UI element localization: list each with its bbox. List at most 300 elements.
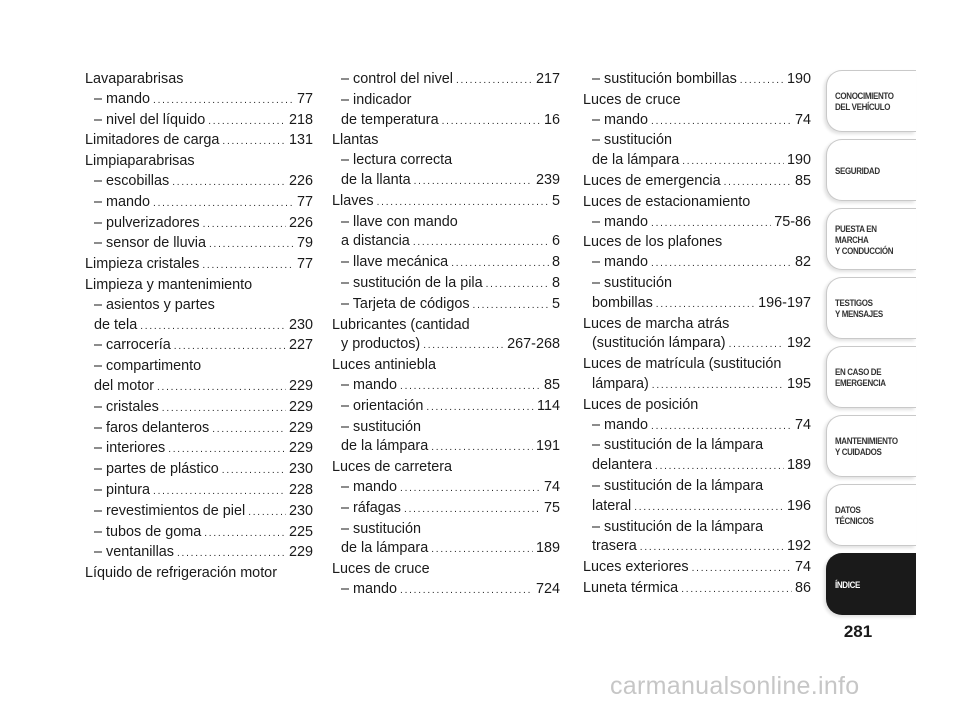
entry-text: Luces antiniebla — [332, 357, 437, 374]
dot-leader — [153, 481, 286, 502]
index-entry-line — [583, 233, 811, 253]
index-entry — [583, 213, 811, 234]
index-entry-line — [332, 316, 560, 336]
index-entry — [85, 439, 313, 460]
entry-text: – sustitución de la pila — [341, 274, 483, 291]
entry-text: – nivel del líquido — [94, 111, 206, 128]
index-entry-line — [94, 214, 313, 235]
entry-text: de temperatura — [341, 111, 439, 128]
index-entry-line — [341, 70, 560, 91]
index-entry-line — [332, 335, 560, 356]
entry-text: – mando — [341, 376, 398, 393]
section-tab-label: PUESTA EN MARCHA Y CONDUCCIÓN — [835, 222, 894, 256]
index-entry-line — [94, 439, 313, 460]
watermark: carmanualsonline.info — [610, 672, 860, 700]
index-entry-line — [592, 70, 811, 91]
entry-text: – mando — [341, 478, 398, 495]
index-entry — [583, 91, 811, 111]
entry-text: Limpieza cristales — [85, 256, 200, 273]
dot-leader — [414, 171, 533, 192]
index-entry-line — [341, 418, 560, 438]
index-entry-line — [341, 295, 560, 316]
index-entry-line — [592, 213, 811, 234]
entry-text: del motor — [94, 377, 154, 394]
index-entry-line — [94, 460, 313, 481]
index-entry — [332, 376, 560, 397]
entry-text: – sustitución bombillas — [592, 71, 737, 87]
index-entry-line — [94, 172, 313, 193]
dot-leader — [651, 111, 792, 132]
index-entry-line — [94, 234, 313, 255]
index-entry-line — [332, 458, 560, 478]
entry-page: 267-268 — [507, 336, 560, 353]
entry-page: 195 — [786, 375, 811, 392]
dot-leader — [208, 111, 286, 132]
index-entry-line — [94, 193, 313, 214]
index-entry — [583, 253, 811, 274]
entry-page: 85 — [543, 376, 560, 393]
index-entry — [85, 172, 313, 193]
index-entry — [332, 458, 560, 478]
index-entry-line — [592, 294, 811, 315]
section-tab-label: MANTENIMIENTO Y CUIDADOS — [835, 435, 898, 457]
dot-leader — [209, 234, 294, 255]
section-tab[interactable] — [826, 70, 916, 132]
entry-page: 8 — [551, 274, 560, 291]
dot-leader — [174, 336, 286, 357]
entry-text: Llaves — [332, 192, 374, 209]
index-entry-line — [583, 91, 811, 111]
dot-leader — [431, 437, 533, 458]
entry-page: 75-86 — [774, 213, 811, 230]
entry-page: 77 — [296, 193, 313, 210]
dot-leader — [153, 193, 294, 214]
entry-page: 192 — [786, 538, 811, 555]
entry-text: Luces de carretera — [332, 459, 452, 476]
index-entry — [85, 90, 313, 111]
section-tab-label: SEGURIDAD — [835, 164, 880, 176]
index-column-1 — [85, 70, 313, 584]
section-tab[interactable] — [826, 139, 916, 201]
entry-text: – mando — [94, 90, 151, 107]
index-entry-line — [94, 296, 313, 316]
entry-page: 74 — [543, 478, 560, 495]
index-entry — [85, 70, 313, 90]
entry-text: – sustitución — [592, 132, 672, 149]
dot-leader — [177, 543, 286, 564]
index-entry — [332, 131, 560, 151]
index-entry — [583, 518, 811, 559]
entry-text: Luces de cruce — [583, 91, 681, 108]
index-entry-line — [85, 564, 313, 584]
index-entry — [85, 111, 313, 132]
entry-text: – cristales — [94, 398, 159, 415]
entry-page: 75 — [543, 499, 560, 516]
entry-page: 196-197 — [758, 294, 811, 311]
entry-page: 79 — [296, 235, 313, 252]
entry-page: 225 — [288, 523, 313, 540]
entry-page: 74 — [794, 559, 811, 576]
dot-leader — [140, 316, 286, 337]
entry-page: 228 — [288, 481, 313, 498]
dot-leader — [413, 232, 549, 253]
dot-leader — [740, 70, 784, 91]
entry-page: 226 — [288, 172, 313, 189]
index-entry — [85, 419, 313, 440]
index-entry — [85, 398, 313, 419]
entry-text: – partes de plástico — [94, 461, 219, 478]
entry-page: 192 — [786, 335, 811, 352]
entry-page: 230 — [288, 461, 313, 478]
entry-text: Lavaparabrisas — [85, 71, 184, 87]
entry-page: 229 — [288, 440, 313, 457]
entry-text: – mando — [592, 254, 649, 271]
entry-page: 230 — [288, 316, 313, 333]
entry-text: Limpiaparabrisas — [85, 153, 195, 170]
entry-page: 74 — [794, 111, 811, 128]
index-entry-line — [94, 398, 313, 419]
entry-text: – ráfagas — [341, 499, 402, 516]
index-entry — [332, 356, 560, 376]
index-entry-line — [592, 477, 811, 497]
index-entry — [332, 560, 560, 580]
index-entry — [332, 213, 560, 254]
entry-page: 724 — [535, 580, 560, 597]
index-entry — [583, 111, 811, 132]
index-entry — [85, 234, 313, 255]
index-entry-line — [583, 579, 811, 600]
index-entry-line — [583, 172, 811, 193]
index-entry-line — [85, 255, 313, 276]
index-entry-line — [341, 539, 560, 560]
dot-leader — [656, 294, 755, 315]
index-entry — [332, 316, 560, 357]
index-entry-line — [341, 171, 560, 192]
entry-text: y productos) — [341, 336, 421, 353]
entry-text: – Tarjeta de códigos — [341, 295, 470, 312]
dot-leader — [202, 255, 294, 276]
index-entry — [583, 436, 811, 477]
index-entry-line — [341, 499, 560, 520]
index-entry — [332, 274, 560, 295]
index-entry — [85, 255, 313, 276]
dot-leader — [431, 539, 533, 560]
entry-page: 114 — [537, 397, 560, 414]
entry-text: Luces de cruce — [332, 561, 430, 578]
index-entry-line — [583, 396, 811, 416]
index-entry-line — [332, 192, 560, 213]
section-tab[interactable] — [826, 484, 916, 546]
entry-text: Luces de emergencia — [583, 172, 721, 189]
index-entry-line — [341, 478, 560, 499]
section-tabs — [826, 70, 916, 622]
index-column-3 — [583, 70, 811, 600]
entry-text: Luces de matrícula (sustitución — [583, 356, 782, 373]
entry-text: – pintura — [94, 481, 151, 498]
dot-leader — [692, 558, 792, 579]
dot-leader — [729, 334, 784, 355]
entry-text: – mando — [592, 416, 649, 433]
entry-page: 229 — [288, 398, 313, 415]
index-entry-line — [332, 560, 560, 580]
dot-leader — [423, 335, 504, 356]
index-entry-line — [592, 274, 811, 294]
entry-text: – mando — [592, 111, 649, 128]
dot-leader — [651, 213, 771, 234]
dot-leader — [724, 172, 792, 193]
dot-leader — [400, 478, 541, 499]
entry-text: Lubricantes (cantidad — [332, 316, 470, 333]
entry-text: bombillas — [592, 294, 653, 311]
entry-page: 229 — [288, 544, 313, 561]
index-entry — [85, 336, 313, 357]
index-entry — [332, 520, 560, 561]
entry-page: 229 — [288, 419, 313, 436]
index-entry-line — [592, 537, 811, 558]
index-entry-line — [94, 357, 313, 377]
index-entry-line — [94, 481, 313, 502]
index-entry-line — [332, 356, 560, 376]
entry-page: 189 — [786, 457, 811, 474]
page-number: 281 — [843, 622, 873, 641]
index-entry-line — [592, 253, 811, 274]
index-entry-line — [592, 456, 811, 477]
entry-text: – llave mecánica — [341, 254, 449, 271]
entry-text: Limpieza y mantenimiento — [85, 276, 253, 293]
index-entry-line — [583, 375, 811, 396]
index-entry — [85, 481, 313, 502]
index-entry — [583, 172, 811, 193]
entry-page: 227 — [288, 337, 313, 354]
section-tab-label: EN CASO DE EMERGENCIA — [835, 366, 886, 388]
index-entry-line — [341, 111, 560, 132]
dot-leader — [377, 192, 549, 213]
section-tab[interactable] — [826, 415, 916, 477]
entry-text: – mando — [341, 580, 398, 597]
index-entry — [332, 478, 560, 499]
index-entry — [85, 131, 313, 152]
entry-page: 191 — [535, 438, 560, 455]
entry-page: 196 — [786, 497, 811, 514]
index-entry-line — [341, 232, 560, 253]
index-entry — [85, 460, 313, 481]
section-tab[interactable] — [826, 277, 916, 339]
entry-text: trasera — [592, 538, 637, 555]
index-entry-line — [341, 520, 560, 540]
index-entry — [85, 214, 313, 235]
entry-page: 5 — [551, 192, 560, 209]
entry-page: 239 — [535, 171, 560, 188]
entry-text: Limitadores de carga — [85, 132, 220, 149]
index-entry-line — [341, 213, 560, 233]
dot-leader — [168, 439, 286, 460]
entry-page: 6 — [551, 233, 560, 250]
dot-leader — [248, 502, 286, 523]
entry-text: – asientos y partes — [94, 296, 215, 313]
section-tab-label: CONOCIMIENTO DEL VEHÍCULO — [835, 90, 894, 112]
entry-text: de la lámpara — [341, 438, 429, 455]
entry-text: – interiores — [94, 440, 166, 457]
index-entry — [85, 276, 313, 296]
entry-text: delantera — [592, 457, 653, 474]
entry-text: – sustitución — [592, 274, 672, 291]
section-tab[interactable] — [826, 208, 916, 270]
index-entry-line — [592, 416, 811, 437]
entry-text: – carrocería — [94, 337, 171, 354]
index-entry-line — [583, 334, 811, 355]
index-entry-line — [85, 276, 313, 296]
entry-text: – sustitución de la lámpara — [592, 518, 764, 535]
entry-text: de la llanta — [341, 171, 411, 188]
index-entry — [583, 579, 811, 600]
dot-leader — [442, 111, 541, 132]
entry-text: de la lámpara — [341, 540, 429, 557]
index-entry — [85, 502, 313, 523]
entry-page: 226 — [288, 214, 313, 231]
dot-leader — [655, 456, 784, 477]
index-entry-line — [592, 131, 811, 151]
entry-text: Luces de marcha atrás — [583, 315, 730, 332]
dot-leader — [404, 499, 541, 520]
index-entry-line — [341, 274, 560, 295]
dot-leader — [634, 497, 784, 518]
entry-text: de tela — [94, 316, 138, 333]
entry-text: lateral — [592, 497, 632, 514]
index-entry — [583, 558, 811, 579]
entry-page: 229 — [288, 377, 313, 394]
entry-text: de la lámpara — [592, 152, 680, 169]
entry-page: 77 — [296, 256, 313, 273]
index-entry-line — [94, 90, 313, 111]
dot-leader — [157, 377, 286, 398]
entry-text: – mando — [592, 213, 649, 230]
index-entry — [85, 523, 313, 544]
index-entry — [583, 131, 811, 172]
entry-text: – sensor de lluvia — [94, 235, 206, 252]
index-entry — [332, 253, 560, 274]
entry-text: Llantas — [332, 132, 379, 149]
index-entry — [85, 564, 313, 584]
dot-leader — [400, 580, 533, 601]
entry-page: 217 — [535, 71, 560, 87]
dot-leader — [456, 70, 533, 91]
entry-text: Luces de estacionamiento — [583, 193, 751, 210]
entry-text: – sustitución — [341, 418, 421, 435]
entry-page: 190 — [786, 71, 811, 87]
dot-leader — [682, 151, 784, 172]
index-entry — [85, 357, 313, 398]
entry-text: – ventanillas — [94, 544, 174, 561]
index-entry-line — [583, 193, 811, 213]
index-entry-line — [592, 518, 811, 538]
index-entry-line — [592, 151, 811, 172]
entry-text: lámpara) — [592, 375, 649, 392]
entry-text: – compartimento — [94, 358, 202, 375]
index-entry — [332, 91, 560, 132]
entry-text: – orientación — [341, 397, 424, 414]
section-tab-label: TESTIGOS Y MENSAJES — [835, 297, 883, 319]
index-entry — [583, 396, 811, 416]
index-column-2 — [332, 70, 560, 601]
dot-leader — [451, 253, 549, 274]
index-entry-line — [332, 131, 560, 151]
index-entry — [85, 543, 313, 564]
index-entry-line — [341, 397, 560, 418]
index-entry-line — [94, 316, 313, 337]
entry-page: 82 — [794, 254, 811, 271]
index-entry-line — [94, 111, 313, 132]
entry-text: – tubos de goma — [94, 523, 202, 540]
index-entry — [583, 315, 811, 356]
index-entry — [332, 295, 560, 316]
section-tab[interactable] — [826, 553, 916, 615]
index-entry-line — [341, 91, 560, 111]
entry-text: – sustitución — [341, 520, 421, 537]
index-entry — [332, 580, 560, 601]
dot-leader — [162, 398, 286, 419]
index-entry-line — [592, 111, 811, 132]
entry-text: – sustitución de la lámpara — [592, 437, 764, 454]
entry-text: Líquido de refrigeración motor — [85, 565, 277, 582]
section-tab[interactable] — [826, 346, 916, 408]
index-entry-line — [583, 558, 811, 579]
index-entry — [583, 70, 811, 91]
entry-page: 74 — [794, 416, 811, 433]
index-entry — [583, 274, 811, 315]
dot-leader — [640, 537, 784, 558]
entry-text: – pulverizadores — [94, 214, 200, 231]
index-entry-line — [85, 152, 313, 172]
index-entry — [583, 355, 811, 396]
dot-leader — [204, 523, 286, 544]
dot-leader — [153, 90, 294, 111]
dot-leader — [172, 172, 286, 193]
index-entry-line — [592, 436, 811, 456]
index-entry — [85, 152, 313, 172]
entry-text: – faros delanteros — [94, 419, 210, 436]
index-entry-line — [341, 253, 560, 274]
entry-text: (sustitución lámpara) — [592, 335, 726, 352]
entry-text: – lectura correcta — [341, 152, 453, 169]
section-tab-label: ÍNDICE — [835, 578, 860, 590]
index-entry — [583, 477, 811, 518]
dot-leader — [203, 214, 286, 235]
entry-page: 189 — [535, 540, 560, 557]
entry-page: 16 — [543, 111, 560, 128]
dot-leader — [651, 253, 792, 274]
index-entry-line — [341, 376, 560, 397]
index-entry-line — [94, 502, 313, 523]
entry-text: Luces de posición — [583, 396, 699, 413]
entry-text: – llave con mando — [341, 213, 458, 230]
dot-leader — [222, 460, 286, 481]
index-entry-line — [341, 437, 560, 458]
index-entry-line — [583, 355, 811, 375]
entry-text: – mando — [94, 193, 151, 210]
index-entry — [332, 151, 560, 192]
entry-text: a distancia — [341, 233, 410, 250]
index-entry — [332, 192, 560, 213]
index-entry-line — [94, 336, 313, 357]
entry-page: 86 — [794, 579, 811, 596]
index-entry-line — [592, 497, 811, 518]
dot-leader — [426, 397, 534, 418]
index-entry-line — [341, 151, 560, 171]
dot-leader — [400, 376, 541, 397]
index-entry-line — [94, 377, 313, 398]
index-entry — [583, 233, 811, 253]
index-entry-line — [94, 419, 313, 440]
